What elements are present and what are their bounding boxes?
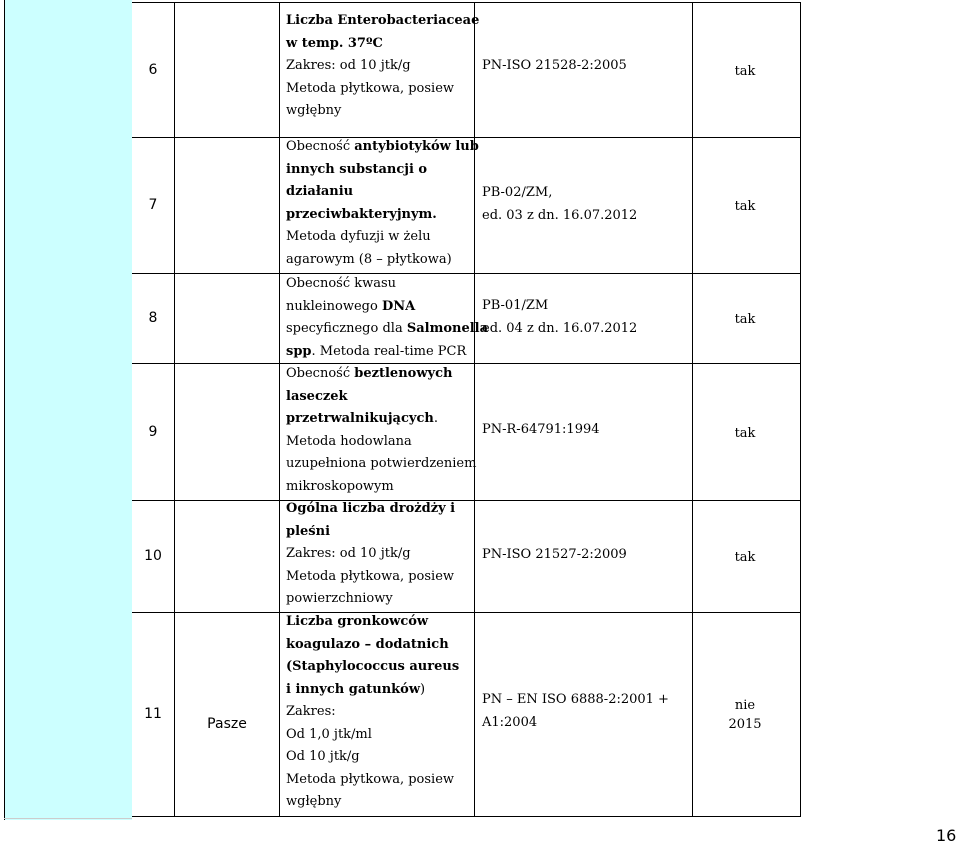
status-line: tak: [734, 64, 756, 79]
accreditation-status: [700, 310, 790, 329]
test-description: [286, 136, 479, 271]
row-number: 8: [148, 310, 158, 326]
description-line: [286, 476, 476, 499]
description-text: Od 1,0 jtk/ml: [286, 726, 372, 742]
accreditation-status: [700, 696, 790, 734]
page-number: 16: [936, 826, 957, 845]
description-text: Obecność: [286, 139, 355, 154]
standard-line: PB-01/ZM: [482, 298, 549, 313]
accreditation-status: [700, 62, 790, 81]
column-bottom: [4, 818, 132, 819]
description-line: [286, 611, 459, 634]
accreditation-status: [700, 548, 790, 567]
standard-line: PN-ISO 21527-2:2009: [482, 547, 627, 562]
standard-line: ed. 04 z dn. 16.07.2012: [482, 320, 638, 336]
description-line: [286, 181, 479, 204]
description-text: beztlenowych: [354, 366, 453, 381]
standard-line: PN-ISO 21528-2:2005: [482, 58, 627, 73]
description-line: [286, 226, 479, 249]
description-line: [286, 453, 476, 476]
description-line: [286, 249, 479, 272]
row-number: 10: [144, 548, 162, 564]
description-line: [286, 10, 479, 33]
description-text: Liczba gronkowców: [286, 614, 429, 629]
description-line: [286, 408, 476, 431]
description-text: przeciwbakteryjnym.: [286, 206, 437, 222]
description-line: [286, 33, 479, 56]
standard-line: ed. 03 z dn. 16.07.2012: [482, 207, 638, 223]
description-text: Od 10 jtk/g: [286, 749, 360, 764]
description-text: laseczek: [286, 388, 348, 404]
test-standard: [482, 295, 637, 340]
description-text: pleśni: [286, 523, 331, 539]
matrix-cell: Pasze: [207, 716, 247, 732]
grid-line: [692, 2, 693, 817]
status-line: tak: [734, 426, 756, 441]
description-text: wgłębny: [286, 103, 342, 118]
description-text: Zakres: od 10 jtk/g: [286, 58, 411, 73]
test-description: [286, 363, 476, 498]
description-text: w temp. 37ºC: [286, 35, 383, 51]
grid-line: [132, 500, 801, 501]
standard-line: A1:2004: [482, 714, 538, 730]
description-line: [286, 634, 459, 657]
test-description: [286, 498, 455, 611]
description-text: .: [433, 411, 438, 426]
test-standard: [482, 544, 627, 567]
highlight-column: [4, 0, 132, 820]
row-number: 11: [144, 706, 162, 722]
row-number: 6: [148, 61, 158, 78]
description-line: [286, 273, 488, 296]
description-text: i innych gatunków: [286, 681, 421, 697]
left-border: [0, 0, 5, 820]
description-text: agarowym (8 – płytkowa): [286, 251, 452, 267]
description-line: [286, 498, 455, 521]
standard-line: PN-R-64791:1994: [482, 422, 600, 437]
description-line: [286, 204, 479, 227]
description-line: [286, 566, 455, 589]
description-text: Liczba Enterobacteriaceae: [286, 13, 480, 28]
description-text: spp: [286, 343, 312, 359]
description-text: Metoda dyfuzji w żelu: [286, 229, 431, 244]
description-text: działaniu: [286, 184, 354, 199]
row-number: 9: [148, 423, 158, 440]
grid-line: [279, 2, 280, 817]
description-line: [286, 791, 459, 814]
description-text: wgłębny: [286, 794, 342, 809]
description-text: uzupełniona potwierdzeniem: [286, 456, 477, 471]
standard-line: PN – EN ISO 6888-2:2001 +: [482, 692, 669, 707]
description-line: [286, 724, 459, 747]
row-number: 7: [148, 197, 158, 213]
description-text: Metoda płytkowa, posiew: [286, 80, 455, 96]
description-line: [286, 100, 479, 123]
description-text: Obecność kwasu: [286, 276, 397, 291]
status-line: tak: [734, 550, 756, 565]
description-text: specyficznego dla: [286, 321, 407, 336]
description-text: nukleinowego: [286, 298, 382, 314]
description-line: [286, 701, 459, 724]
description-line: [286, 431, 476, 454]
description-text: Zakres:: [286, 704, 336, 719]
description-text: . Metoda real-time PCR: [311, 343, 467, 359]
description-text: powierzchniowy: [286, 591, 393, 606]
description-text: Zakres: od 10 jtk/g: [286, 546, 411, 561]
standard-line: PB-02/ZM,: [482, 185, 553, 200]
description-line: [286, 296, 488, 319]
description-line: [286, 656, 459, 679]
test-description: [286, 10, 479, 123]
description-line: [286, 679, 459, 702]
test-standard: [482, 419, 600, 442]
description-text: Metoda płytkowa, posiew: [286, 771, 455, 787]
description-text: innych substancji o: [286, 161, 428, 177]
description-text: Metoda hodowlana: [286, 433, 412, 449]
description-text: mikroskopowym: [286, 478, 394, 494]
description-line: [286, 746, 459, 769]
description-text: Metoda płytkowa, posiew: [286, 568, 455, 584]
description-text: Salmonella: [406, 321, 489, 336]
description-text: Obecność: [286, 366, 355, 381]
description-text: (Staphylococcus aureus: [286, 659, 460, 674]
accreditation-status: [700, 197, 790, 216]
grid-line: [800, 2, 801, 817]
status-line: 2015: [728, 717, 762, 732]
test-standard: [482, 689, 669, 734]
description-text: Ogólna liczba drożdży i: [286, 501, 456, 516]
description-text: przetrwalnikujących: [286, 411, 434, 426]
description-line: [286, 318, 488, 341]
test-description: [286, 611, 459, 814]
status-line: tak: [734, 199, 756, 214]
description-line: [286, 588, 455, 611]
description-line: [286, 543, 455, 566]
description-line: [286, 136, 479, 159]
description-text: antybiotyków lub: [354, 139, 479, 154]
accreditation-status: [700, 424, 790, 443]
description-line: [286, 78, 479, 101]
grid-line: [132, 2, 801, 3]
test-standard: [482, 182, 637, 227]
status-line: tak: [734, 312, 756, 327]
description-line: [286, 341, 488, 364]
description-line: [286, 55, 479, 78]
description-text: ): [420, 681, 426, 697]
description-line: [286, 159, 479, 182]
description-text: koagulazo – dodatnich: [286, 636, 449, 652]
status-line: nie: [734, 698, 756, 713]
test-description: [286, 273, 488, 363]
description-line: [286, 521, 455, 544]
description-text: DNA: [381, 298, 416, 314]
test-standard: [482, 55, 627, 78]
description-line: [286, 769, 459, 792]
description-line: [286, 363, 476, 386]
description-line: [286, 386, 476, 409]
